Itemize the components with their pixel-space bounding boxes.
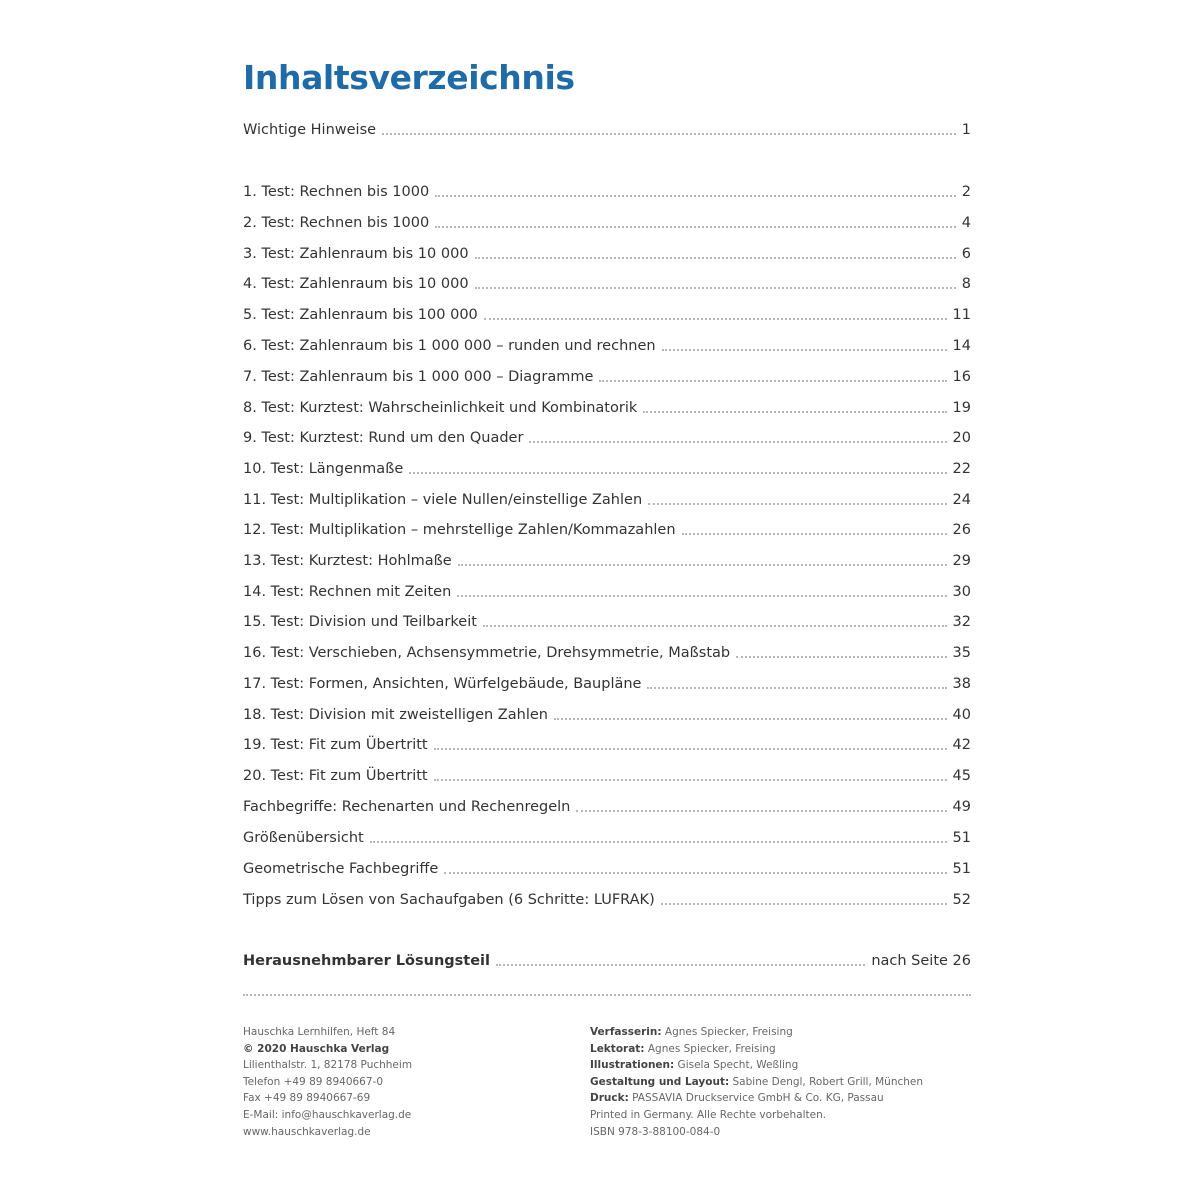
imprint-copyright: © 2020 Hauschka Verlag [243,1042,390,1055]
imprint-publisher [243,1024,412,1140]
toc-entry[interactable] [243,888,971,910]
toc-entry-page: 22 [952,461,971,477]
imprint-address: Lilienthalstr. 1, 82178 Puchheim [243,1059,413,1072]
dot-leader [554,718,947,720]
toc-entry-label: 13. Test: Kurztest: Hohlmaße [243,553,452,569]
toc-entry-label: 14. Test: Rechnen mit Zeiten [243,584,452,600]
dot-leader [529,441,946,443]
dot-leader [662,349,947,351]
toc-entry-page: 51 [952,830,971,846]
toc-entry-label: 18. Test: Division mit zweistelligen Zahlen [243,707,548,723]
toc-entry-page: 26 [952,522,971,538]
dot-leader [647,687,946,689]
dot-leader [599,380,946,382]
toc-entry-label: 3. Test: Zahlenraum bis 10 000 [243,246,469,262]
dot-leader [643,411,946,413]
imprint-credits [590,1024,923,1140]
dot-leader [475,287,956,289]
toc-entry-label: 10. Test: Längenmaße [243,461,404,477]
toc-entry-wichtige-hinweise[interactable] [243,118,971,140]
printed-note: Printed in Germany. Alle Rechte vorbehalten. [590,1108,827,1121]
toc-entry-label: 20. Test: Fit zum Übertritt [243,768,428,784]
toc-entry-label: 17. Test: Formen, Ansichten, Würfelgebäude, Baupläne [243,676,642,692]
toc-entry[interactable] [243,242,971,264]
toc-entry[interactable] [243,857,971,879]
toc-entry-label: 6. Test: Zahlenraum bis 1 000 000 – runden und rechnen [243,338,656,354]
toc-entry-page: 52 [952,892,971,908]
dot-leader [435,195,956,197]
credit-value: Agnes Spiecker, Freising [661,1026,793,1038]
toc-entry-page: 35 [952,645,971,661]
toc-entry-label: Herausnehmbarer Lösungsteil [243,953,490,969]
toc-entry-page: 32 [952,614,971,630]
toc-entry[interactable] [243,180,971,202]
toc-entry[interactable] [243,211,971,233]
credit-key: Lektorat: [590,1042,645,1055]
toc-entry[interactable] [243,580,971,602]
toc-entry[interactable] [243,488,971,510]
toc-entry[interactable] [243,426,971,448]
toc-entry-label: Wichtige Hinweise [243,122,377,138]
toc-entry-loesungsteil[interactable] [243,949,971,971]
toc-entry[interactable] [243,703,971,725]
dot-leader [434,748,947,750]
toc-entry-page: 11 [952,307,971,323]
toc-entry-label: 11. Test: Multiplikation – viele Nullen/einstellige Zahlen [243,492,643,508]
dot-leader [661,903,947,905]
toc-entry[interactable] [243,795,971,817]
credit-key: Illustrationen: [590,1059,675,1072]
credit-key: Verfasserin: [590,1026,662,1038]
toc-entry-page: 29 [952,553,971,569]
toc-entry-page: 45 [952,768,971,784]
toc-entry-page: 14 [952,338,971,354]
separator-line [243,994,971,996]
dot-leader [483,625,947,627]
toc-entry-label: Größenübersicht [243,830,364,846]
toc-entry-label: Geometrische Fachbegriffe [243,861,439,877]
toc-entry-page: 51 [952,861,971,877]
page-title: Inhaltsverzeichnis [243,58,575,97]
toc-entry[interactable] [243,303,971,325]
toc-entry-label: 15. Test: Division und Teilbarkeit [243,614,477,630]
dot-leader [409,472,946,474]
toc-entry-page: 16 [952,369,971,385]
toc-entry-page: 8 [961,276,971,292]
toc-entry[interactable] [243,826,971,848]
imprint-phone: Telefon +49 89 8940667-0 [243,1075,384,1088]
toc-entry[interactable] [243,396,971,418]
imprint-website[interactable]: www.hauschkaverlag.de [243,1125,371,1138]
toc-entry-page: 49 [952,799,971,815]
credit-line [590,1090,923,1107]
credit-key: Gestaltung und Layout: [590,1075,730,1088]
credit-line [590,1041,923,1058]
toc-entry-page: 38 [952,676,971,692]
toc-entry[interactable] [243,672,971,694]
toc-entry-label: 8. Test: Kurztest: Wahrscheinlichkeit und Kombinatorik [243,400,638,416]
credit-value: Agnes Spiecker, Freising [644,1042,776,1055]
toc-entry[interactable] [243,764,971,786]
toc-entry-page: 19 [952,400,971,416]
toc-entry-label: 7. Test: Zahlenraum bis 1 000 000 – Diagramme [243,369,594,385]
dot-leader [457,595,946,597]
toc-entry-label: 5. Test: Zahlenraum bis 100 000 [243,307,478,323]
toc-entry-page: 30 [952,584,971,600]
toc-entry[interactable] [243,610,971,632]
credit-key: Druck: [590,1092,629,1105]
dot-leader [434,779,947,781]
imprint-fax: Fax +49 89 8940667-69 [243,1092,371,1105]
dot-leader [458,564,947,566]
toc-entry[interactable] [243,641,971,663]
toc-entry[interactable] [243,549,971,571]
toc-entry-label: 2. Test: Rechnen bis 1000 [243,215,430,231]
toc-entry-label: 12. Test: Multiplikation – mehrstellige Zahlen/Kommazahlen [243,522,676,538]
toc-entry-label: 1. Test: Rechnen bis 1000 [243,184,430,200]
toc-entry-label: Fachbegriffe: Rechenarten und Rechenregeln [243,799,571,815]
dot-leader [370,841,947,843]
credit-value: Sabine Dengl, Robert Grill, München [729,1075,924,1088]
dot-leader [576,810,946,812]
toc-entry-page: 6 [961,246,971,262]
toc-entry-label: 9. Test: Kurztest: Rund um den Quader [243,430,524,446]
toc-entry-page: 24 [952,492,971,508]
toc-entry-page: 4 [961,215,971,231]
toc-entry-page: nach Seite 26 [871,953,971,969]
dot-leader [444,872,946,874]
toc-entry-label: 4. Test: Zahlenraum bis 10 000 [243,276,469,292]
toc-entry[interactable] [243,518,971,540]
credit-value: PASSAVIA Druckservice GmbH & Co. KG, Passau [628,1092,884,1105]
credit-value: Gisela Specht, Weßling [674,1059,799,1072]
toc-entry[interactable] [243,365,971,387]
dot-leader [475,257,956,259]
dot-leader [682,533,947,535]
toc-entry-page: 1 [961,122,971,138]
toc-entry[interactable] [243,272,971,294]
toc-entry[interactable] [243,733,971,755]
toc-entry-label: 16. Test: Verschieben, Achsensymmetrie, Drehsymmetrie, Maßstab [243,645,731,661]
imprint-series: Hauschka Lernhilfen, Heft 84 [243,1026,396,1038]
credit-line [590,1057,923,1074]
toc-entry[interactable] [243,457,971,479]
dot-leader [382,133,956,135]
toc-entry-page: 40 [952,707,971,723]
toc-entry-page: 2 [961,184,971,200]
dot-leader [736,656,946,658]
toc-entry-label: 19. Test: Fit zum Übertritt [243,737,428,753]
credit-line [590,1024,923,1041]
dot-leader [435,226,956,228]
imprint-email[interactable]: E-Mail: info@hauschkaverlag.de [243,1108,412,1121]
toc-entry-page: 42 [952,737,971,753]
isbn: ISBN 978-3-88100-084-0 [590,1125,721,1138]
toc-entry[interactable] [243,334,971,356]
toc-entry-page: 20 [952,430,971,446]
credit-line [590,1074,923,1091]
dot-leader [484,318,947,320]
toc-entry-label: Tipps zum Lösen von Sachaufgaben (6 Schritte: LUFRAK) [243,892,655,908]
dot-leader [648,503,946,505]
dot-leader [496,964,865,966]
